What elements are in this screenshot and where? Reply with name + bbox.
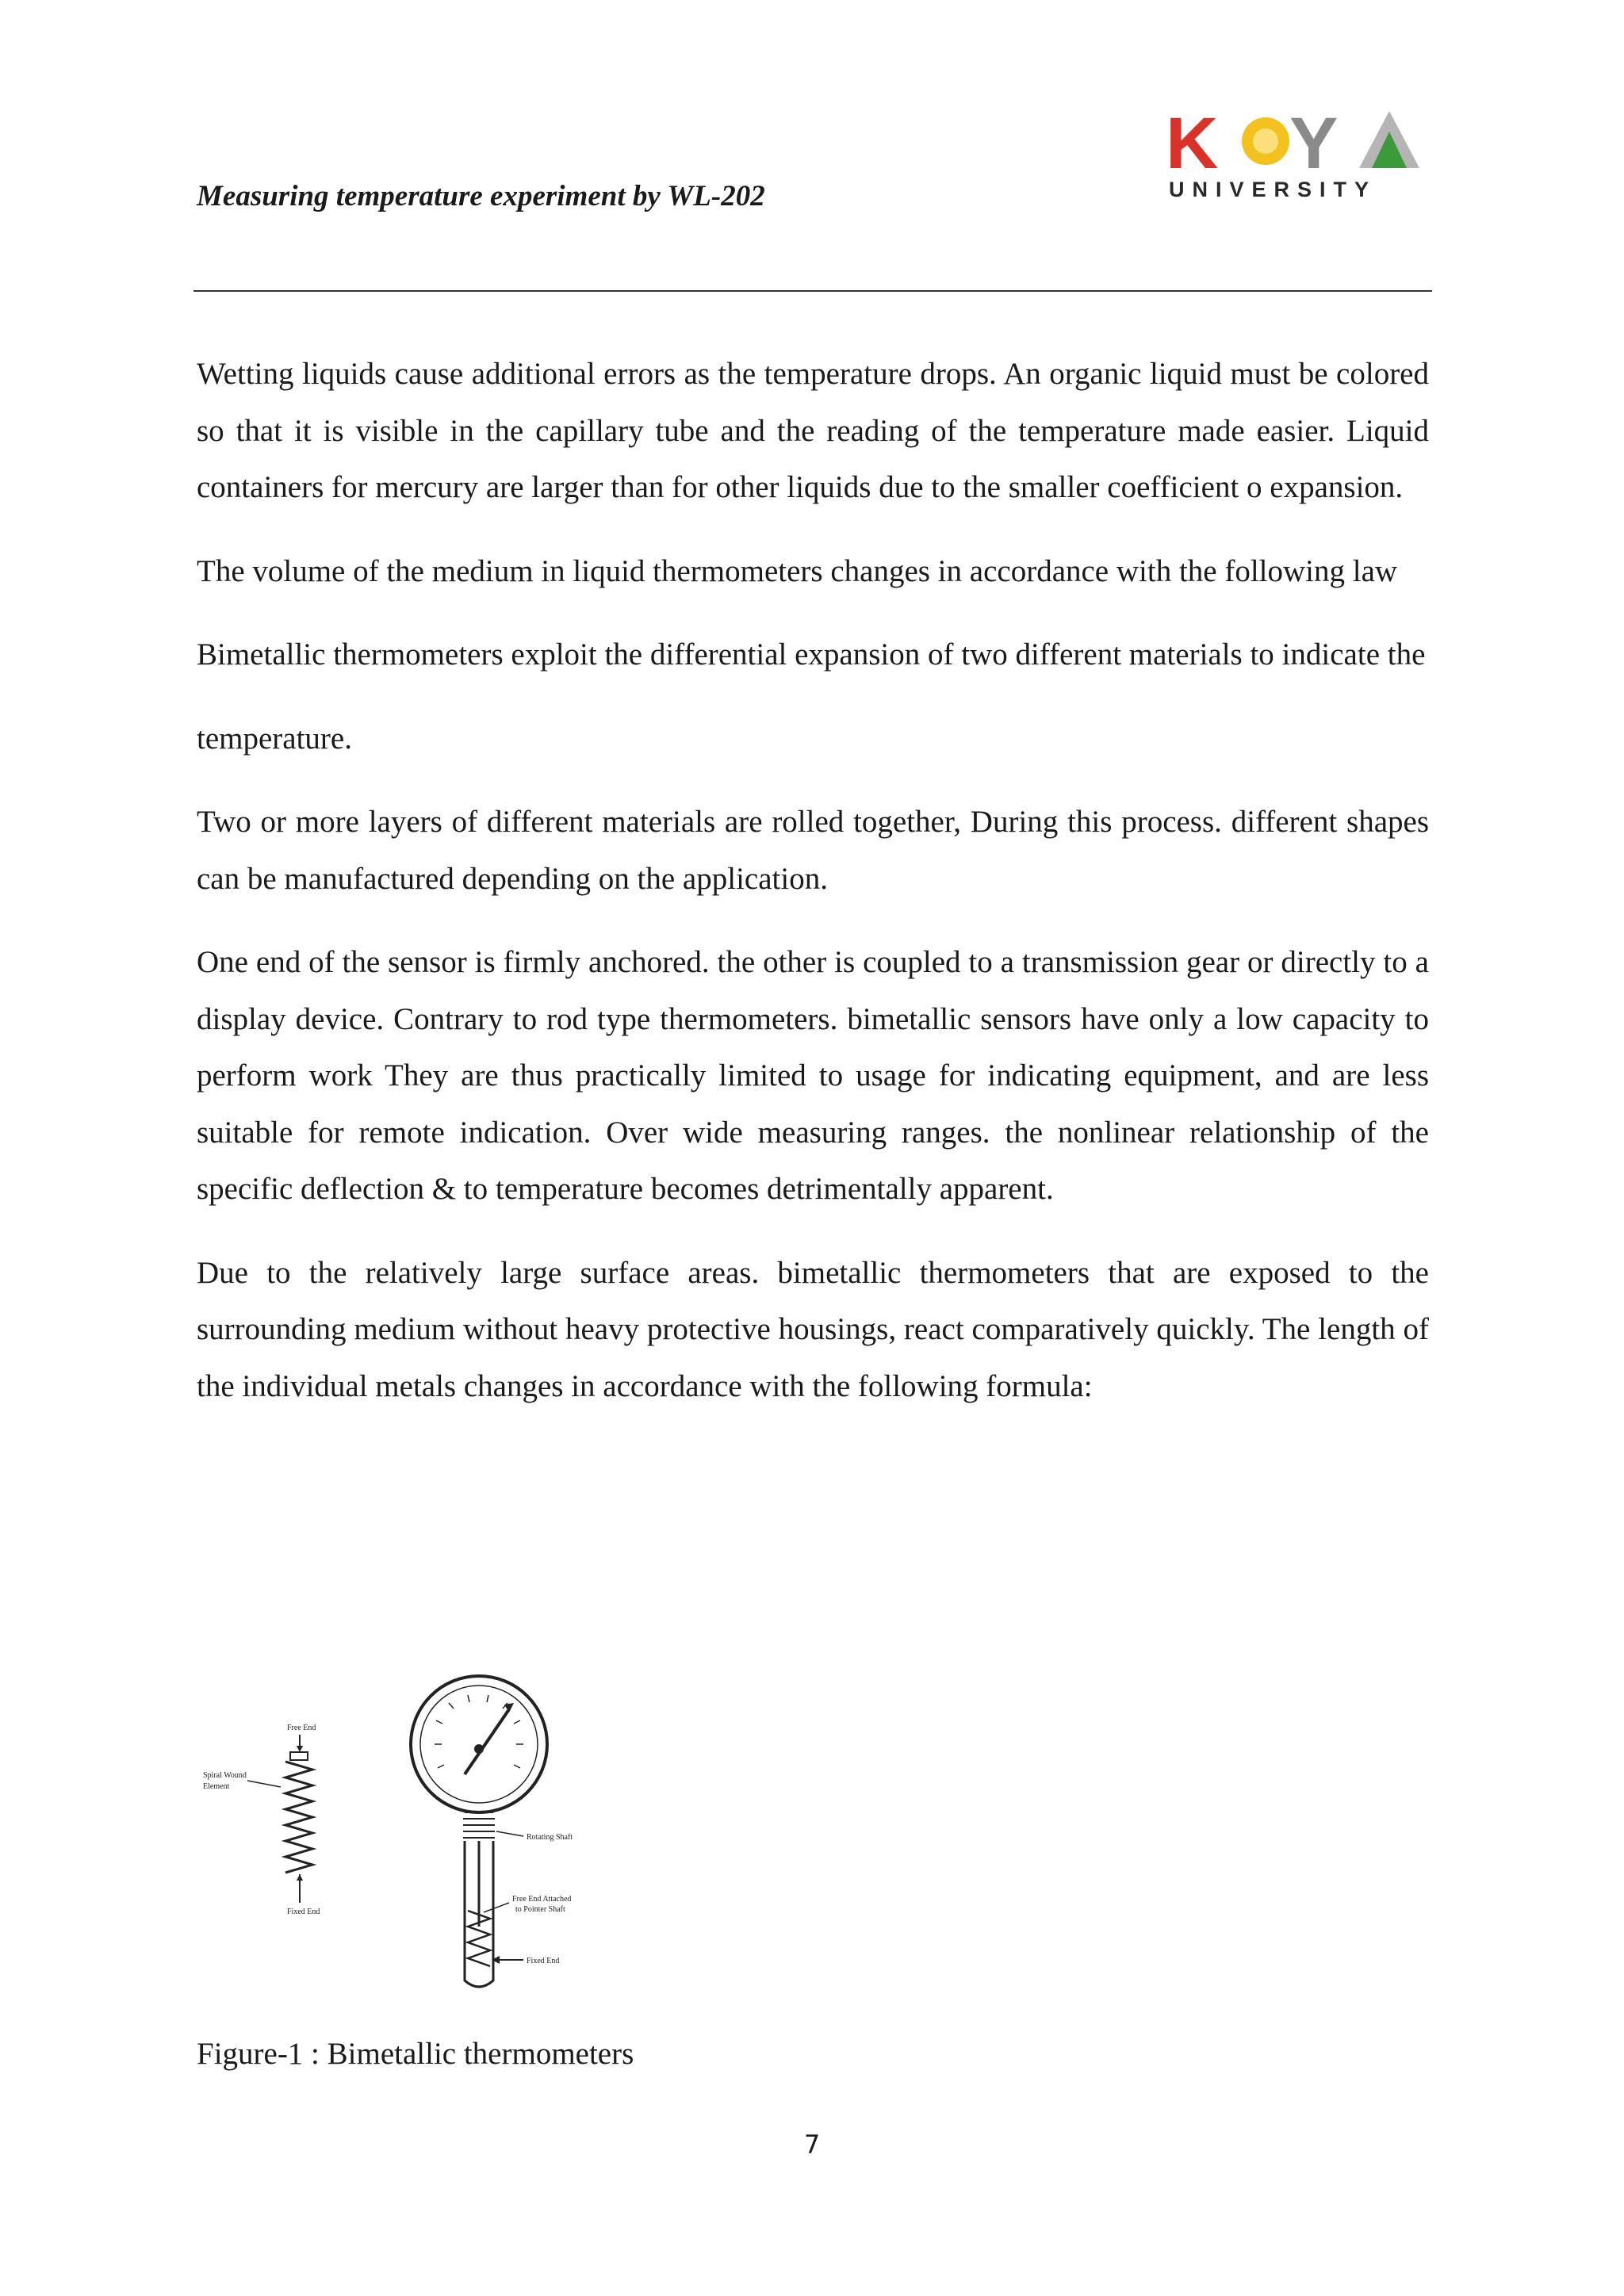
paragraph: Bimetallic thermometers exploit the differential expansion of two different materials to indicate the <box>197 637 1426 672</box>
mountain-icon <box>1359 111 1419 168</box>
body-text <box>197 346 1429 1441</box>
document-header-title: Measuring temperature experiment by WL-202 <box>197 180 765 212</box>
figure-label-free-end-attached: Free End Attached <box>512 1895 572 1904</box>
sun-emblem-icon <box>1242 117 1289 165</box>
paragraph: One end of the sensor is firmly anchored. the other is coupled to a transmission gear or directly to a display device. Contrary to rod type thermometers. bimetallic sensors have only a low capacity to perform work They are thus practically limited to usage for indicating equipment, and are less suitable for remote indication. Over wide measuring ranges. the nonlinear relationship of the specific deflection & to temperature becomes detrimentally apparent. <box>197 945 1429 1206</box>
figure-label-to-pointer-shaft: to Pointer Shaft <box>515 1905 565 1914</box>
figure-caption: Figure-1 : Bimetallic thermometers <box>197 2037 634 2071</box>
paragraph: Due to the relatively large surface areas. bimetallic thermometers that are exposed to the surrounding medium without heavy protective housings, react comparatively quickly. The length of the individual metals changes in accordance with the following formula: <box>197 1255 1429 1403</box>
paragraph: temperature. <box>197 721 352 756</box>
paragraph: The volume of the medium in liquid thermometers changes in accordance with the following law <box>197 553 1398 588</box>
figure-label-fixed-end: Fixed End <box>287 1908 320 1916</box>
spiral-element-diagram <box>203 1724 320 1916</box>
paragraph: Two or more layers of different materials are rolled together, During this process. different shapes can be manufactured depending on the application. <box>197 805 1429 896</box>
figure-label-spiral-wound: Spiral Wound <box>203 1771 247 1780</box>
dial-thermometer-diagram <box>411 1676 573 1987</box>
logo-subtitle: UNIVERSITY <box>1169 178 1377 201</box>
university-logo <box>1164 100 1423 203</box>
paragraph: Wetting liquids cause additional errors as the temperature drops. An organic liquid must be colored so that it is visible in the capillary tube and the reading of the temperature made easier. Liquid containers for mercury are larger than for other liquids due to the smaller coefficient o expansion. <box>197 357 1429 504</box>
figure-label-element: Element <box>203 1782 230 1791</box>
figure-label-free-end: Free End <box>287 1724 316 1732</box>
logo-letter-y: Y <box>1289 103 1339 184</box>
logo-letter-k: K <box>1166 103 1219 184</box>
page-number: 7 <box>803 2130 821 2160</box>
figure-label-rotating-shaft: Rotating Shaft <box>527 1833 573 1842</box>
figure-label-fixed-end: Fixed End <box>527 1957 560 1965</box>
header-divider <box>193 290 1432 292</box>
bimetallic-thermometer-figure <box>198 1673 626 1998</box>
